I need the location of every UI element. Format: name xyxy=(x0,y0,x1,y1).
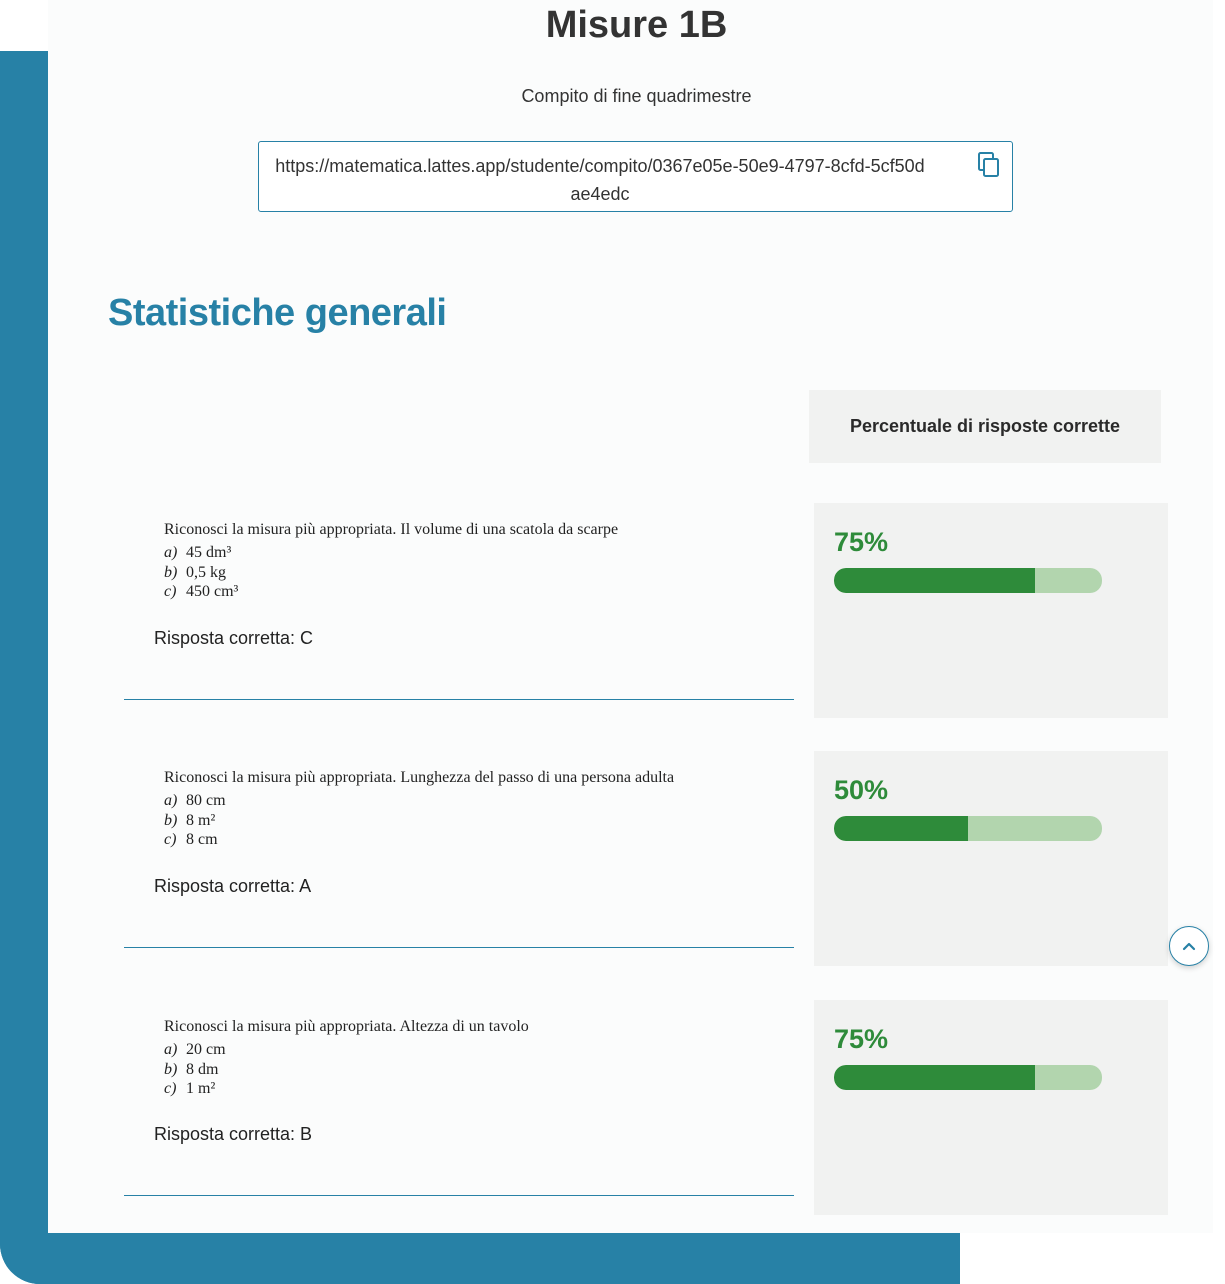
option-text: 45 dm³ xyxy=(186,544,232,561)
option-b xyxy=(164,1060,784,1080)
stat-card xyxy=(814,751,1168,966)
question-stem: Riconosci la misura più appropriata. Lunghezza del passo di una persona adulta xyxy=(164,769,675,786)
decorative-frame-left xyxy=(0,51,48,1284)
question-item xyxy=(124,752,794,948)
question-item xyxy=(124,504,794,700)
option-text: 450 cm³ xyxy=(186,583,239,600)
option-letter: b) xyxy=(164,563,178,581)
option-letter: c) xyxy=(164,831,177,848)
option-text: 8 m² xyxy=(186,811,216,829)
option-c xyxy=(164,1079,784,1099)
section-title: Statistiche generali xyxy=(108,292,447,334)
page-title: Misure 1B xyxy=(545,4,728,46)
option-a xyxy=(164,1040,784,1060)
progress-bar xyxy=(834,816,1102,841)
stat-card xyxy=(814,1000,1168,1215)
option-letter: c) xyxy=(164,1080,177,1097)
progress-bar xyxy=(834,1065,1102,1090)
option-letter: c) xyxy=(164,583,177,600)
correct-answer: Risposta corretta: C xyxy=(154,628,314,648)
correct-answer: Risposta corretta: B xyxy=(154,1124,313,1144)
question-text xyxy=(164,769,784,850)
progress-bar-fill xyxy=(834,816,968,841)
option-letter: a) xyxy=(164,1041,178,1058)
chevron-up-icon xyxy=(1182,941,1196,951)
option-text: 8 dm xyxy=(186,1060,219,1078)
main-content xyxy=(48,0,1213,1233)
option-a xyxy=(164,791,784,811)
assignment-link-url[interactable]: https://matematica.lattes.app/studente/compito/0367e05e-50e9-4797-8cfd-5cf50dae4edc xyxy=(275,156,925,204)
option-text: 20 cm xyxy=(186,1041,226,1058)
question-stem: Riconosci la misura più appropriata. Altezza di un tavolo xyxy=(164,1018,529,1035)
progress-bar-fill xyxy=(834,1065,1035,1090)
stat-card xyxy=(814,503,1168,718)
correct-answer: Risposta corretta: A xyxy=(154,876,312,896)
option-text: 0,5 kg xyxy=(186,563,226,581)
question-text xyxy=(164,1018,784,1099)
option-text: 8 cm xyxy=(186,831,218,848)
option-letter: a) xyxy=(164,544,178,561)
option-letter: b) xyxy=(164,1060,178,1078)
option-b xyxy=(164,811,784,831)
option-text: 1 m² xyxy=(186,1080,216,1097)
question-item xyxy=(124,1000,794,1196)
decorative-frame-bottom xyxy=(0,1233,960,1284)
option-letter: b) xyxy=(164,811,178,829)
option-letter: a) xyxy=(164,792,178,809)
question-text xyxy=(164,521,784,602)
option-c xyxy=(164,830,784,850)
stats-column-header: Percentuale di risposte corrette xyxy=(809,390,1161,463)
question-stem: Riconosci la misura più appropriata. Il volume di una scatola da scarpe xyxy=(164,521,619,538)
assignment-link-box[interactable] xyxy=(258,141,1013,212)
progress-bar xyxy=(834,568,1102,593)
progress-bar-fill xyxy=(834,568,1035,593)
percent-label: 75% xyxy=(834,527,889,557)
percent-label: 75% xyxy=(834,1024,889,1054)
option-a xyxy=(164,543,784,563)
option-b xyxy=(164,563,784,583)
copy-icon[interactable] xyxy=(978,152,1000,178)
page-subtitle: Compito di fine quadrimestre xyxy=(521,86,752,106)
scroll-to-top-button[interactable] xyxy=(1169,926,1209,966)
percent-label: 50% xyxy=(834,775,889,805)
option-text: 80 cm xyxy=(186,792,226,809)
option-c xyxy=(164,582,784,602)
